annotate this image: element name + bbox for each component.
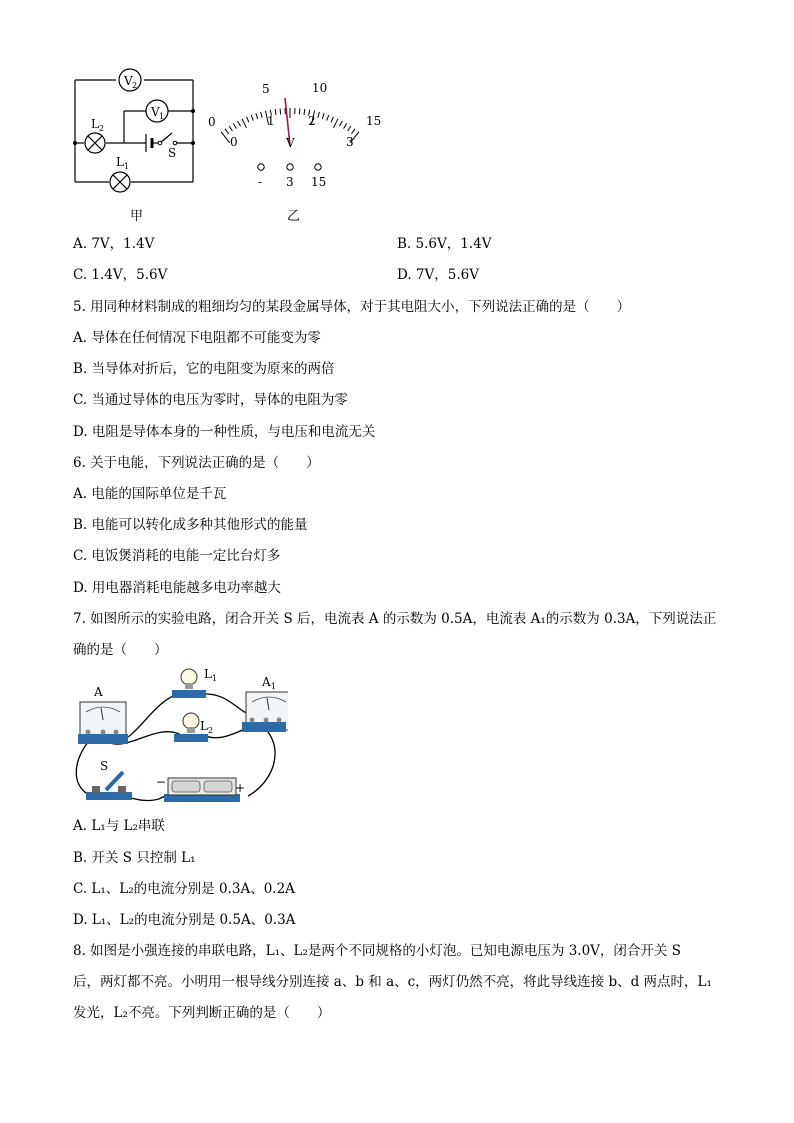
q6-stem: 6. 关于电能，下列说法正确的是（ ） (73, 455, 320, 471)
top-tick-10: 10 (312, 81, 328, 95)
switch-label: S (168, 146, 177, 160)
ammeter-a-label: A (94, 685, 103, 699)
q7-option-c: C. L₁、L₂的电流分别是 0.3A、0.2A (73, 881, 295, 897)
q6-option-d: D. 用电器消耗电能越多电功率越大 (73, 580, 281, 596)
q5-option-d: D. 电阻是导体本身的一种性质，与电压和电流无关 (73, 424, 376, 440)
top-tick-0: 0 (208, 115, 216, 129)
dial-tick (327, 115, 329, 121)
q8-line3: 发光，L₂不亮。下列判断正确的是（ ） (73, 1005, 331, 1021)
dial-tick (242, 119, 246, 128)
dial-tick (233, 123, 236, 128)
dial-tick (348, 126, 351, 131)
voltmeter-dial (200, 70, 390, 195)
dial-tick (334, 119, 338, 128)
dial-tick (251, 115, 253, 121)
q5-option-b: B. 当导体对折后，它的电阻变为原来的两倍 (73, 361, 335, 377)
q7-l1-label: L (204, 667, 212, 681)
q5-option-a: A. 导体在任何情况下电阻都不可能变为零 (73, 330, 321, 346)
q6-option-b: B. 电能可以转化成多种其他形式的能量 (73, 517, 308, 533)
dial-tick (225, 129, 229, 134)
dial-tick (256, 113, 258, 119)
dial-tick (247, 117, 249, 123)
l1-sub: 1 (124, 162, 130, 171)
q7-option-b: B. 开关 S 只控制 L₁ (73, 850, 196, 866)
terminal-minus: - (258, 175, 263, 189)
battery-minus: − (156, 775, 167, 789)
dial-tick (299, 108, 300, 114)
v2-sub: 2 (132, 81, 138, 90)
meter-unit: V (286, 136, 295, 150)
dial-tick (340, 121, 343, 126)
dial-tick (344, 123, 347, 128)
dial-tick (331, 117, 333, 123)
l2-sub: 2 (99, 124, 105, 133)
v1-label: V (151, 105, 160, 119)
dial-tick (261, 112, 263, 118)
l2-label: L (91, 117, 99, 131)
l1-label: L (116, 155, 124, 169)
q7-circuit-figure (68, 662, 288, 810)
q7-l1-sub: 1 (212, 674, 218, 683)
dial-tick (275, 109, 276, 115)
q7-switch-label: S (100, 759, 109, 773)
q7-stem-line1: 7. 如图所示的实验电路，闭合开关 S 后，电流表 A 的示数为 0.5A，电流表 A₁的示数为 0.3A，下列说法正 (73, 611, 717, 627)
v2-label: V (124, 74, 133, 88)
q8-line1: 8. 如图是小强连接的串联电路，L₁、L₂是两个不同规格的小灯泡。已知电源电压为 3.0V，闭合开关 S (73, 943, 681, 959)
q4-option-a: A. 7V，1.4V (73, 236, 155, 252)
top-tick-15: 15 (366, 114, 382, 128)
q7-option-d: D. L₁、L₂的电流分别是 0.5A、0.3A (73, 912, 296, 928)
q7-option-a: A. L₁与 L₂串联 (73, 818, 165, 834)
bottom-tick-0: 0 (230, 135, 238, 149)
bottom-tick-3: 3 (346, 135, 354, 149)
q5-option-c: C. 当通过导体的电压为零时，导体的电阻为零 (73, 392, 348, 408)
q4-option-d: D. 7V，5.6V (397, 267, 479, 283)
q8-line2: 后，两灯都不亮。小明用一根导线分别连接 a、b 和 a、c，两灯仍然不亮，将此导线连接 b、d 两点时，L₁ (73, 974, 712, 990)
q5-stem: 5. 用同种材料制成的粗细均匀的某段金属导体，对于其电阻大小，下列说法正确的是（ ） (73, 299, 631, 315)
dial-tick (229, 126, 232, 131)
q7-l2-label: L (200, 719, 208, 733)
dial-tick (322, 113, 324, 119)
battery-plus: + (235, 781, 246, 795)
ammeter-a1-label: A (262, 675, 271, 689)
caption-jia: 甲 (130, 209, 144, 224)
terminal-3: 3 (286, 175, 294, 189)
bottom-tick-1: 1 (267, 114, 275, 128)
terminal-15: 15 (311, 175, 327, 189)
v1-sub: 1 (159, 112, 165, 121)
ammeter-a1-sub: 1 (271, 682, 277, 691)
q4-option-b: B. 5.6V，1.4V (397, 236, 492, 252)
bottom-tick-2: 2 (308, 114, 316, 128)
caption-yi: 乙 (287, 209, 301, 224)
dial-tick (304, 109, 305, 115)
dial-tick (238, 121, 241, 126)
circuit-diagram-jia (60, 60, 210, 195)
q7-stem-line2: 确的是（ ） (73, 642, 168, 658)
dial-tick (352, 129, 356, 134)
q6-option-a: A. 电能的国际单位是千瓦 (73, 486, 227, 502)
q6-option-c: C. 电饭煲消耗的电能一定比台灯多 (73, 548, 281, 564)
top-tick-5: 5 (262, 82, 270, 96)
q7-l2-sub: 2 (208, 726, 214, 735)
dial-tick (280, 108, 281, 114)
q4-option-c: C. 1.4V，5.6V (73, 267, 168, 283)
dial-tick (318, 112, 320, 118)
